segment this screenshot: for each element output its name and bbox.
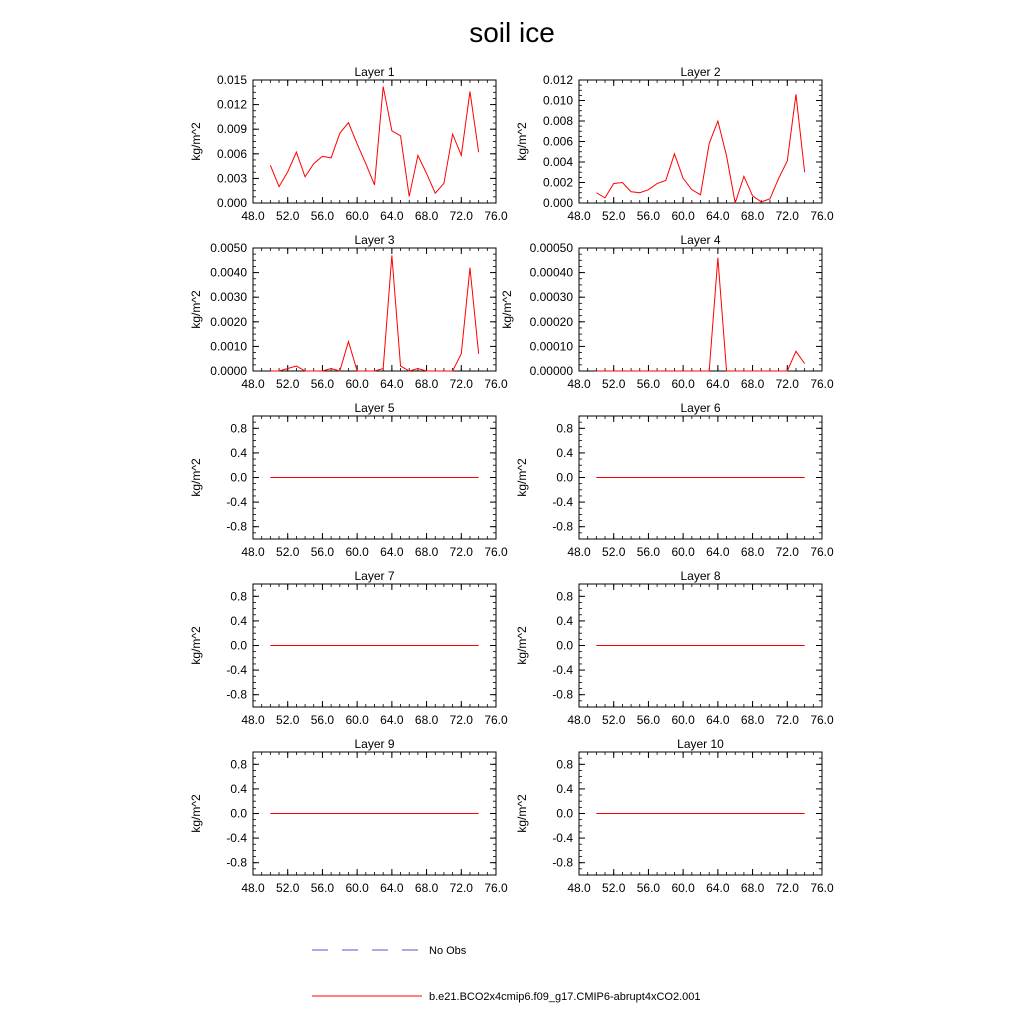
x-tick-label: 76.0 — [484, 881, 508, 895]
y-tick-label: 0.4 — [230, 613, 247, 628]
x-tick-label: 48.0 — [241, 209, 265, 223]
y-tick-label: -0.4 — [552, 831, 573, 846]
x-tick-label: 48.0 — [241, 881, 265, 895]
y-tick-label: 0.0020 — [210, 314, 247, 329]
y-tick-label: -0.4 — [226, 663, 247, 678]
x-tick-label: 64.0 — [380, 713, 404, 727]
y-tick-label: -0.4 — [552, 495, 573, 510]
x-tick-label: 56.0 — [310, 377, 335, 391]
y-tick-label: 0.006 — [216, 146, 247, 161]
panel-title: Layer 7 — [354, 569, 395, 583]
y-axis-label: kg/m^2 — [515, 458, 529, 497]
panel-title: Layer 1 — [354, 65, 395, 79]
y-tick-label: 0.0050 — [210, 241, 247, 255]
y-tick-label: 0.008 — [542, 114, 573, 128]
x-tick-label: 48.0 — [567, 545, 591, 559]
y-tick-label: 0.000 — [542, 196, 573, 210]
x-tick-label: 72.0 — [775, 713, 799, 727]
x-tick-label: 64.0 — [380, 377, 404, 391]
legend-model-label: b.e21.BCO2x4cmip6.f09_g17.CMIP6-abrupt4xCO2.001 — [429, 991, 701, 1003]
x-tick-label: 72.0 — [449, 545, 473, 559]
y-tick-label: 0.00000 — [529, 364, 573, 378]
panel-title: Layer 5 — [354, 401, 395, 415]
y-tick-label: 0.0 — [230, 638, 247, 653]
x-tick-label: 52.0 — [276, 881, 300, 895]
x-tick-label: 56.0 — [310, 881, 335, 895]
panel-title: Layer 10 — [677, 737, 724, 751]
x-tick-label: 64.0 — [706, 545, 730, 559]
y-tick-label: 0.00020 — [529, 314, 573, 329]
x-tick-label: 56.0 — [310, 545, 335, 559]
x-tick-label: 68.0 — [740, 881, 765, 895]
y-axis-label: kg/m^2 — [189, 122, 203, 161]
y-tick-label: 0.012 — [542, 73, 573, 87]
y-tick-label: 0.012 — [216, 97, 247, 112]
x-tick-label: 76.0 — [484, 713, 508, 727]
y-tick-label: 0.0010 — [210, 339, 247, 354]
y-axis-label: kg/m^2 — [189, 290, 203, 329]
x-tick-label: 56.0 — [310, 713, 335, 727]
y-tick-label: 0.00010 — [529, 339, 573, 354]
y-tick-label: 0.0 — [230, 470, 247, 485]
x-tick-label: 56.0 — [636, 713, 661, 727]
y-tick-label: 0.0 — [556, 470, 573, 485]
x-tick-label: 64.0 — [380, 209, 404, 223]
x-tick-label: 68.0 — [740, 713, 765, 727]
y-tick-label: 0.4 — [230, 445, 247, 460]
x-tick-label: 60.0 — [345, 881, 369, 895]
y-tick-label: -0.4 — [226, 495, 247, 510]
y-tick-label: 0.0 — [230, 806, 247, 821]
x-tick-label: 68.0 — [414, 713, 439, 727]
legend-obs-label: No Obs — [429, 945, 467, 957]
x-tick-label: 68.0 — [414, 377, 439, 391]
y-axis-label: kg/m^2 — [515, 794, 529, 833]
x-tick-label: 68.0 — [740, 377, 765, 391]
y-tick-label: 0.000 — [216, 196, 247, 210]
y-tick-label: 0.8 — [230, 589, 247, 604]
panel-title: Layer 3 — [354, 233, 395, 247]
x-tick-label: 48.0 — [567, 377, 591, 391]
x-tick-label: 72.0 — [449, 209, 473, 223]
x-tick-label: 60.0 — [345, 713, 369, 727]
y-tick-label: 0.010 — [542, 93, 573, 108]
panel-title: Layer 4 — [680, 233, 721, 247]
y-tick-label: 0.8 — [556, 421, 573, 436]
y-tick-label: 0.006 — [542, 134, 573, 149]
x-tick-label: 56.0 — [310, 209, 335, 223]
y-tick-label: -0.8 — [552, 687, 573, 702]
x-tick-label: 60.0 — [671, 545, 695, 559]
y-tick-label: -0.8 — [226, 519, 247, 534]
y-tick-label: 0.8 — [230, 757, 247, 772]
x-tick-label: 72.0 — [775, 209, 799, 223]
y-tick-label: 0.004 — [542, 155, 573, 169]
x-tick-label: 48.0 — [241, 713, 265, 727]
y-tick-label: 0.0000 — [210, 364, 247, 378]
x-tick-label: 48.0 — [567, 881, 591, 895]
x-tick-label: 56.0 — [636, 881, 661, 895]
y-tick-label: 0.4 — [556, 781, 573, 796]
y-tick-label: 0.8 — [230, 421, 247, 436]
y-tick-label: -0.8 — [226, 855, 247, 870]
panel-title: Layer 9 — [354, 737, 395, 751]
x-tick-label: 52.0 — [276, 377, 300, 391]
x-tick-label: 60.0 — [345, 209, 369, 223]
y-tick-label: 0.015 — [216, 73, 247, 87]
x-tick-label: 52.0 — [602, 545, 626, 559]
x-tick-label: 48.0 — [241, 545, 265, 559]
y-tick-label: -0.4 — [226, 831, 247, 846]
y-tick-label: 0.009 — [216, 122, 247, 137]
x-tick-label: 52.0 — [602, 209, 626, 223]
y-tick-label: 0.0040 — [210, 265, 247, 280]
y-tick-label: -0.4 — [552, 663, 573, 678]
x-tick-label: 76.0 — [810, 209, 834, 223]
y-tick-label: 0.00050 — [529, 241, 573, 255]
x-tick-label: 76.0 — [810, 545, 834, 559]
x-tick-label: 76.0 — [484, 209, 508, 223]
x-tick-label: 72.0 — [775, 545, 799, 559]
x-tick-label: 64.0 — [380, 545, 404, 559]
y-tick-label: 0.0 — [556, 638, 573, 653]
x-tick-label: 48.0 — [567, 209, 591, 223]
x-tick-label: 60.0 — [671, 209, 695, 223]
y-axis-label: kg/m^2 — [515, 122, 529, 161]
x-tick-label: 52.0 — [602, 881, 626, 895]
panel-title: Layer 2 — [680, 65, 721, 79]
y-tick-label: 0.002 — [542, 175, 573, 190]
x-tick-label: 76.0 — [484, 377, 508, 391]
y-tick-label: 0.8 — [556, 757, 573, 772]
y-tick-label: 0.0 — [556, 806, 573, 821]
x-tick-label: 68.0 — [414, 545, 439, 559]
x-tick-label: 68.0 — [414, 209, 439, 223]
y-tick-label: 0.003 — [216, 171, 247, 186]
x-tick-label: 48.0 — [241, 377, 265, 391]
x-tick-label: 52.0 — [276, 209, 300, 223]
x-tick-label: 64.0 — [380, 881, 404, 895]
x-tick-label: 64.0 — [706, 713, 730, 727]
x-tick-label: 56.0 — [636, 209, 661, 223]
x-tick-label: 64.0 — [706, 209, 730, 223]
x-tick-label: 52.0 — [276, 545, 300, 559]
x-tick-label: 52.0 — [602, 713, 626, 727]
y-axis-label: kg/m^2 — [515, 626, 529, 665]
x-tick-label: 76.0 — [484, 545, 508, 559]
x-tick-label: 68.0 — [414, 881, 439, 895]
x-tick-label: 72.0 — [775, 881, 799, 895]
x-tick-label: 56.0 — [636, 545, 661, 559]
y-tick-label: 0.4 — [556, 613, 573, 628]
x-tick-label: 60.0 — [345, 377, 369, 391]
x-tick-label: 72.0 — [775, 377, 799, 391]
x-tick-label: 72.0 — [449, 713, 473, 727]
x-tick-label: 64.0 — [706, 377, 730, 391]
x-tick-label: 60.0 — [671, 881, 695, 895]
x-tick-label: 72.0 — [449, 881, 473, 895]
y-tick-label: -0.8 — [552, 519, 573, 534]
x-tick-label: 48.0 — [567, 713, 591, 727]
x-tick-label: 52.0 — [602, 377, 626, 391]
y-axis-label: kg/m^2 — [500, 290, 514, 329]
y-tick-label: 0.8 — [556, 589, 573, 604]
x-tick-label: 60.0 — [671, 713, 695, 727]
x-tick-label: 68.0 — [740, 209, 765, 223]
x-tick-label: 72.0 — [449, 377, 473, 391]
y-axis-label: kg/m^2 — [189, 794, 203, 833]
figure-title: soil ice — [469, 17, 555, 48]
x-tick-label: 76.0 — [810, 713, 834, 727]
y-axis-label: kg/m^2 — [189, 458, 203, 497]
y-axis-label: kg/m^2 — [189, 626, 203, 665]
panel-title: Layer 8 — [680, 569, 721, 583]
y-tick-label: 0.00030 — [529, 290, 573, 305]
x-tick-label: 60.0 — [345, 545, 369, 559]
x-tick-label: 60.0 — [671, 377, 695, 391]
x-tick-label: 52.0 — [276, 713, 300, 727]
y-tick-label: 0.00040 — [529, 265, 573, 280]
x-tick-label: 76.0 — [810, 377, 834, 391]
x-tick-label: 76.0 — [810, 881, 834, 895]
y-tick-label: -0.8 — [226, 687, 247, 702]
x-tick-label: 56.0 — [636, 377, 661, 391]
x-tick-label: 68.0 — [740, 545, 765, 559]
x-tick-label: 64.0 — [706, 881, 730, 895]
panel-title: Layer 6 — [680, 401, 721, 415]
y-tick-label: 0.4 — [230, 781, 247, 796]
y-tick-label: -0.8 — [552, 855, 573, 870]
y-tick-label: 0.4 — [556, 445, 573, 460]
y-tick-label: 0.0030 — [210, 290, 247, 305]
